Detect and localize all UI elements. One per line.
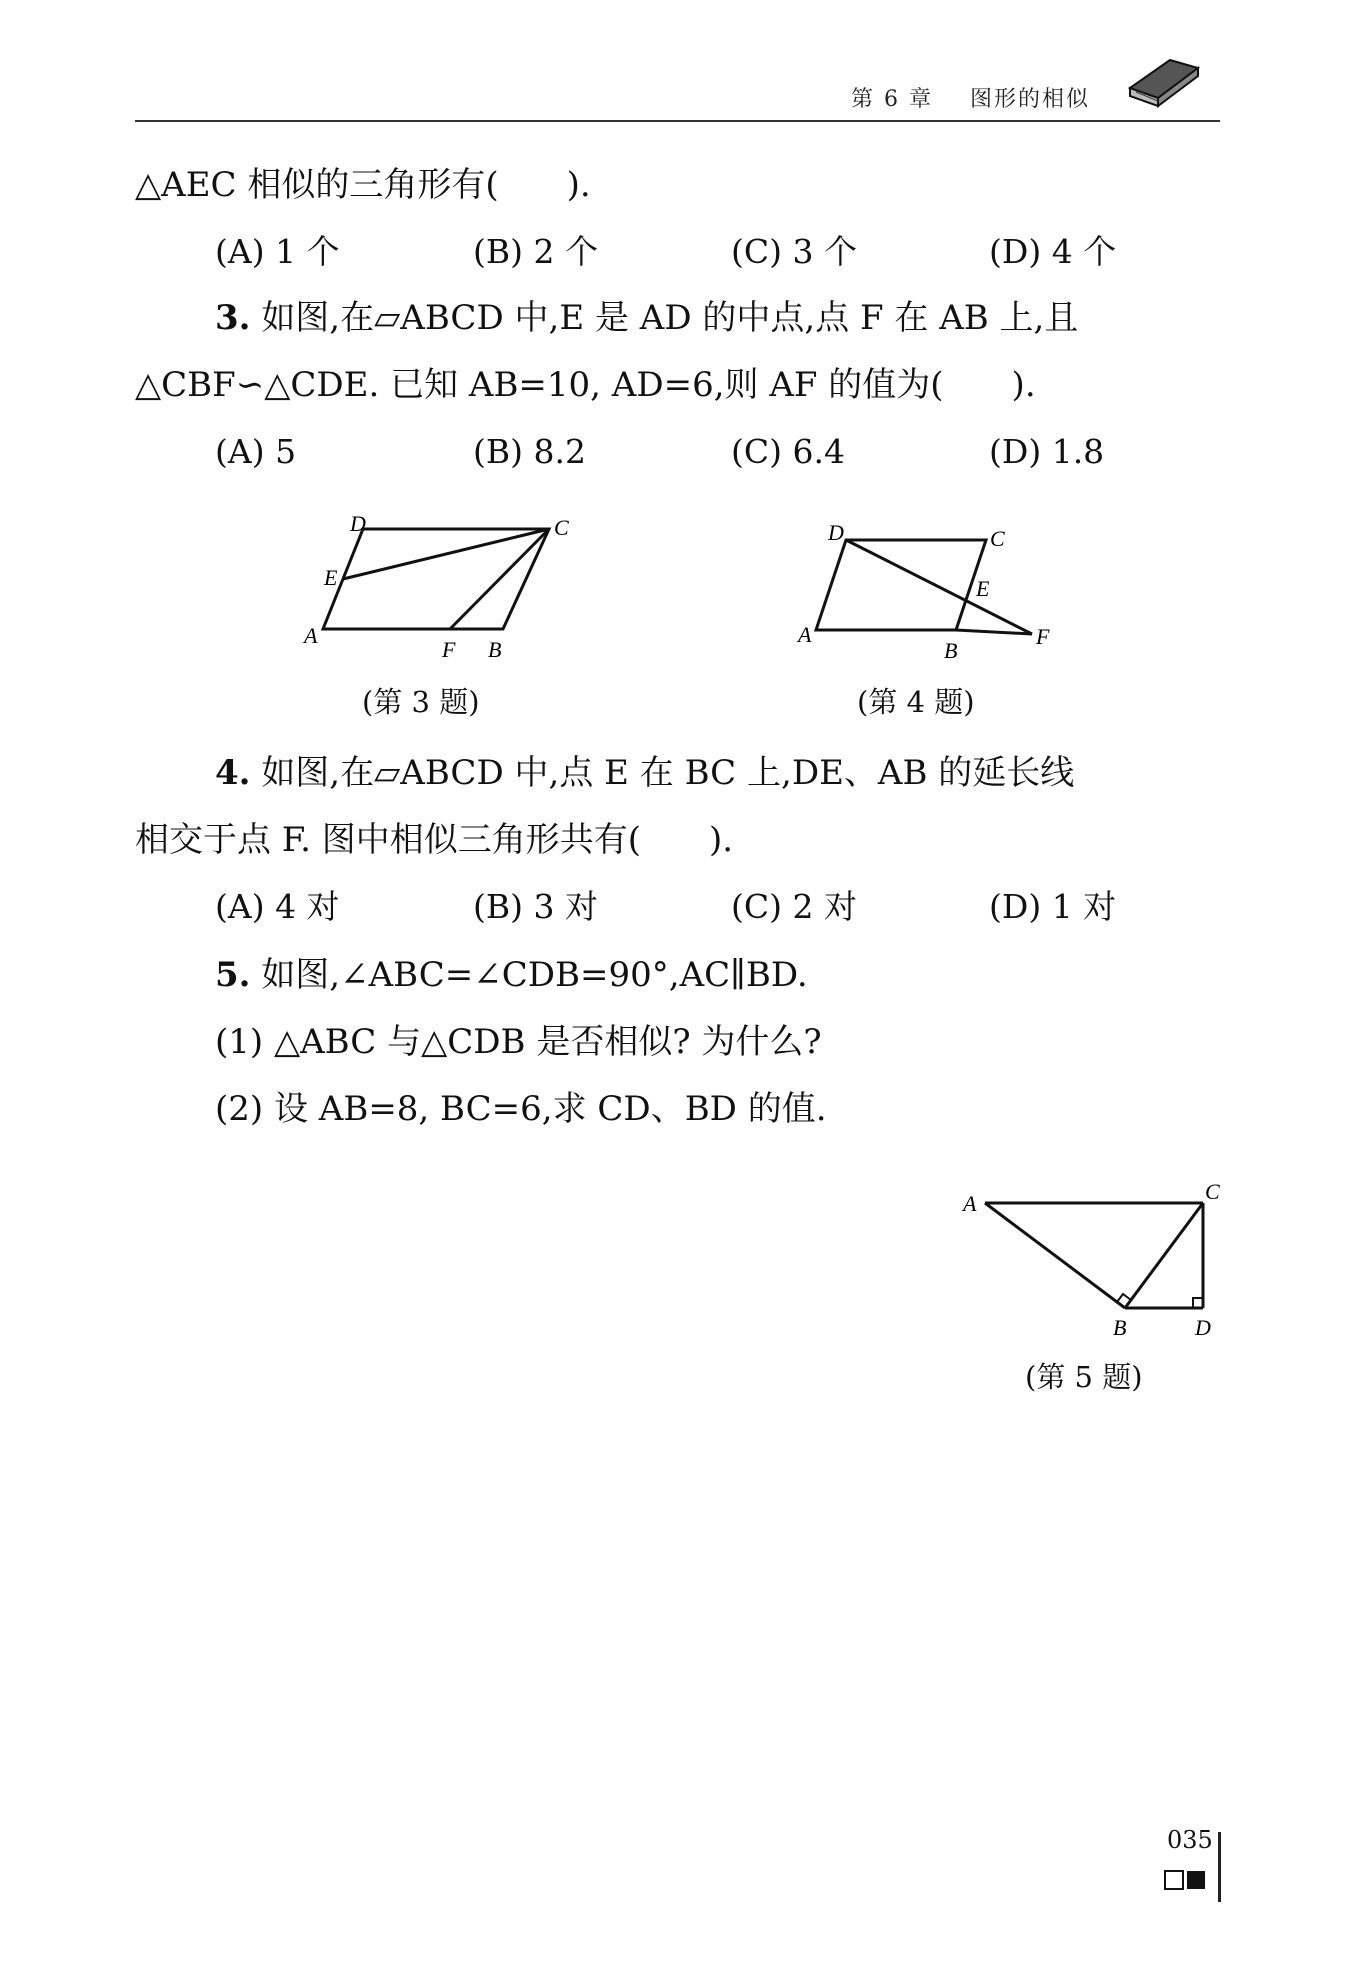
fig4-label-e: E	[976, 576, 990, 601]
fig4-label-a: A	[798, 622, 812, 647]
q2-option-b: (B) 2 个	[473, 232, 598, 271]
fig3-label-e: E	[324, 565, 338, 590]
q5-sub2: (2) 设 AB=8, BC=6,求 CD、BD 的值.	[215, 1089, 827, 1129]
q3-option-a: (A) 5	[215, 432, 297, 471]
fig4-label-d: D	[828, 520, 844, 545]
q3-option-b: (B) 8.2	[473, 432, 586, 471]
fig5-segment-ab	[985, 1203, 1125, 1308]
page-number-bar	[1218, 1832, 1221, 1902]
fig5-label-b: B	[1113, 1315, 1127, 1340]
q3-option-d: (D) 1.8	[989, 432, 1105, 471]
fig5-caption: (第 5 题)	[1025, 1360, 1143, 1394]
q4-option-a: (A) 4 对	[215, 887, 340, 926]
figure-4	[790, 510, 1080, 670]
fig3-label-f: F	[442, 637, 456, 662]
q2-options	[215, 232, 1247, 272]
fig3-label-b: B	[488, 637, 502, 662]
q3-line2: △CBF∽△CDE. 已知 AB=10, AD=6,则 AF 的值为( ).	[135, 365, 1036, 405]
fig3-label-c: C	[554, 515, 569, 540]
q2-continuation: △AEC 相似的三角形有( ).	[135, 165, 591, 205]
q2-option-a: (A) 1 个	[215, 232, 340, 271]
fig3-segment-ec	[343, 529, 549, 579]
fig5-label-a: A	[963, 1191, 977, 1216]
fig3-label-d: D	[350, 511, 366, 536]
q4-option-c: (C) 2 对	[731, 887, 857, 926]
book-icon	[1122, 40, 1202, 110]
q3-number: 3.	[215, 298, 251, 338]
q2-option-c: (C) 3 个	[731, 232, 857, 271]
q4-options	[215, 887, 1247, 927]
fig5-label-c: C	[1205, 1179, 1220, 1204]
q5-sub1: (1) △ABC 与△CDB 是否相似? 为什么?	[215, 1022, 822, 1062]
fig3-segment-fc	[450, 529, 549, 629]
q3-option-c: (C) 6.4	[731, 432, 845, 471]
page-mark-icon	[1163, 1868, 1211, 1892]
fig4-label-b: B	[944, 638, 958, 663]
fig4-caption: (第 4 题)	[857, 685, 975, 719]
q4-option-d: (D) 1 对	[989, 887, 1117, 926]
q3-options	[215, 432, 1247, 472]
q4-line2: 相交于点 F. 图中相似三角形共有( ).	[135, 820, 734, 860]
fig4-label-c: C	[990, 526, 1005, 551]
q2-option-d: (D) 4 个	[989, 232, 1117, 271]
q4-number: 4.	[215, 753, 251, 793]
q4-text1: 如图,在▱ABCD 中,点 E 在 BC 上,DE、AB 的延长线	[261, 753, 1075, 793]
q5-text1: 如图,∠ABC=∠CDB=90°,AC∥BD.	[261, 955, 808, 995]
chapter-title: 图形的相似	[969, 87, 1090, 112]
fig4-parallelogram	[816, 540, 986, 630]
q4-option-b: (B) 3 对	[473, 887, 598, 926]
page-header	[135, 70, 1220, 122]
fig4-label-f: F	[1036, 624, 1050, 649]
q5-number: 5.	[215, 955, 251, 995]
chapter-label: 第 6 章	[851, 87, 933, 112]
fig4-segment-df	[846, 540, 1032, 634]
q3-text1: 如图,在▱ABCD 中,E 是 AD 的中点,点 F 在 AB 上,且	[261, 298, 1079, 338]
fig3-parallelogram	[323, 529, 549, 629]
page-number: 035	[1167, 1826, 1213, 1854]
fig5-segment-bc	[1125, 1203, 1203, 1308]
fig4-segment-bf	[956, 630, 1032, 634]
q3-line1	[215, 298, 1078, 338]
fig5-label-d: D	[1195, 1315, 1211, 1340]
header-text	[823, 82, 1090, 113]
figure-5	[955, 1175, 1225, 1345]
fig3-label-a: A	[304, 623, 318, 648]
fig3-caption: (第 3 题)	[362, 685, 480, 719]
q5-line1	[215, 955, 808, 995]
q4-line1	[215, 753, 1074, 793]
figure-3	[290, 505, 580, 670]
